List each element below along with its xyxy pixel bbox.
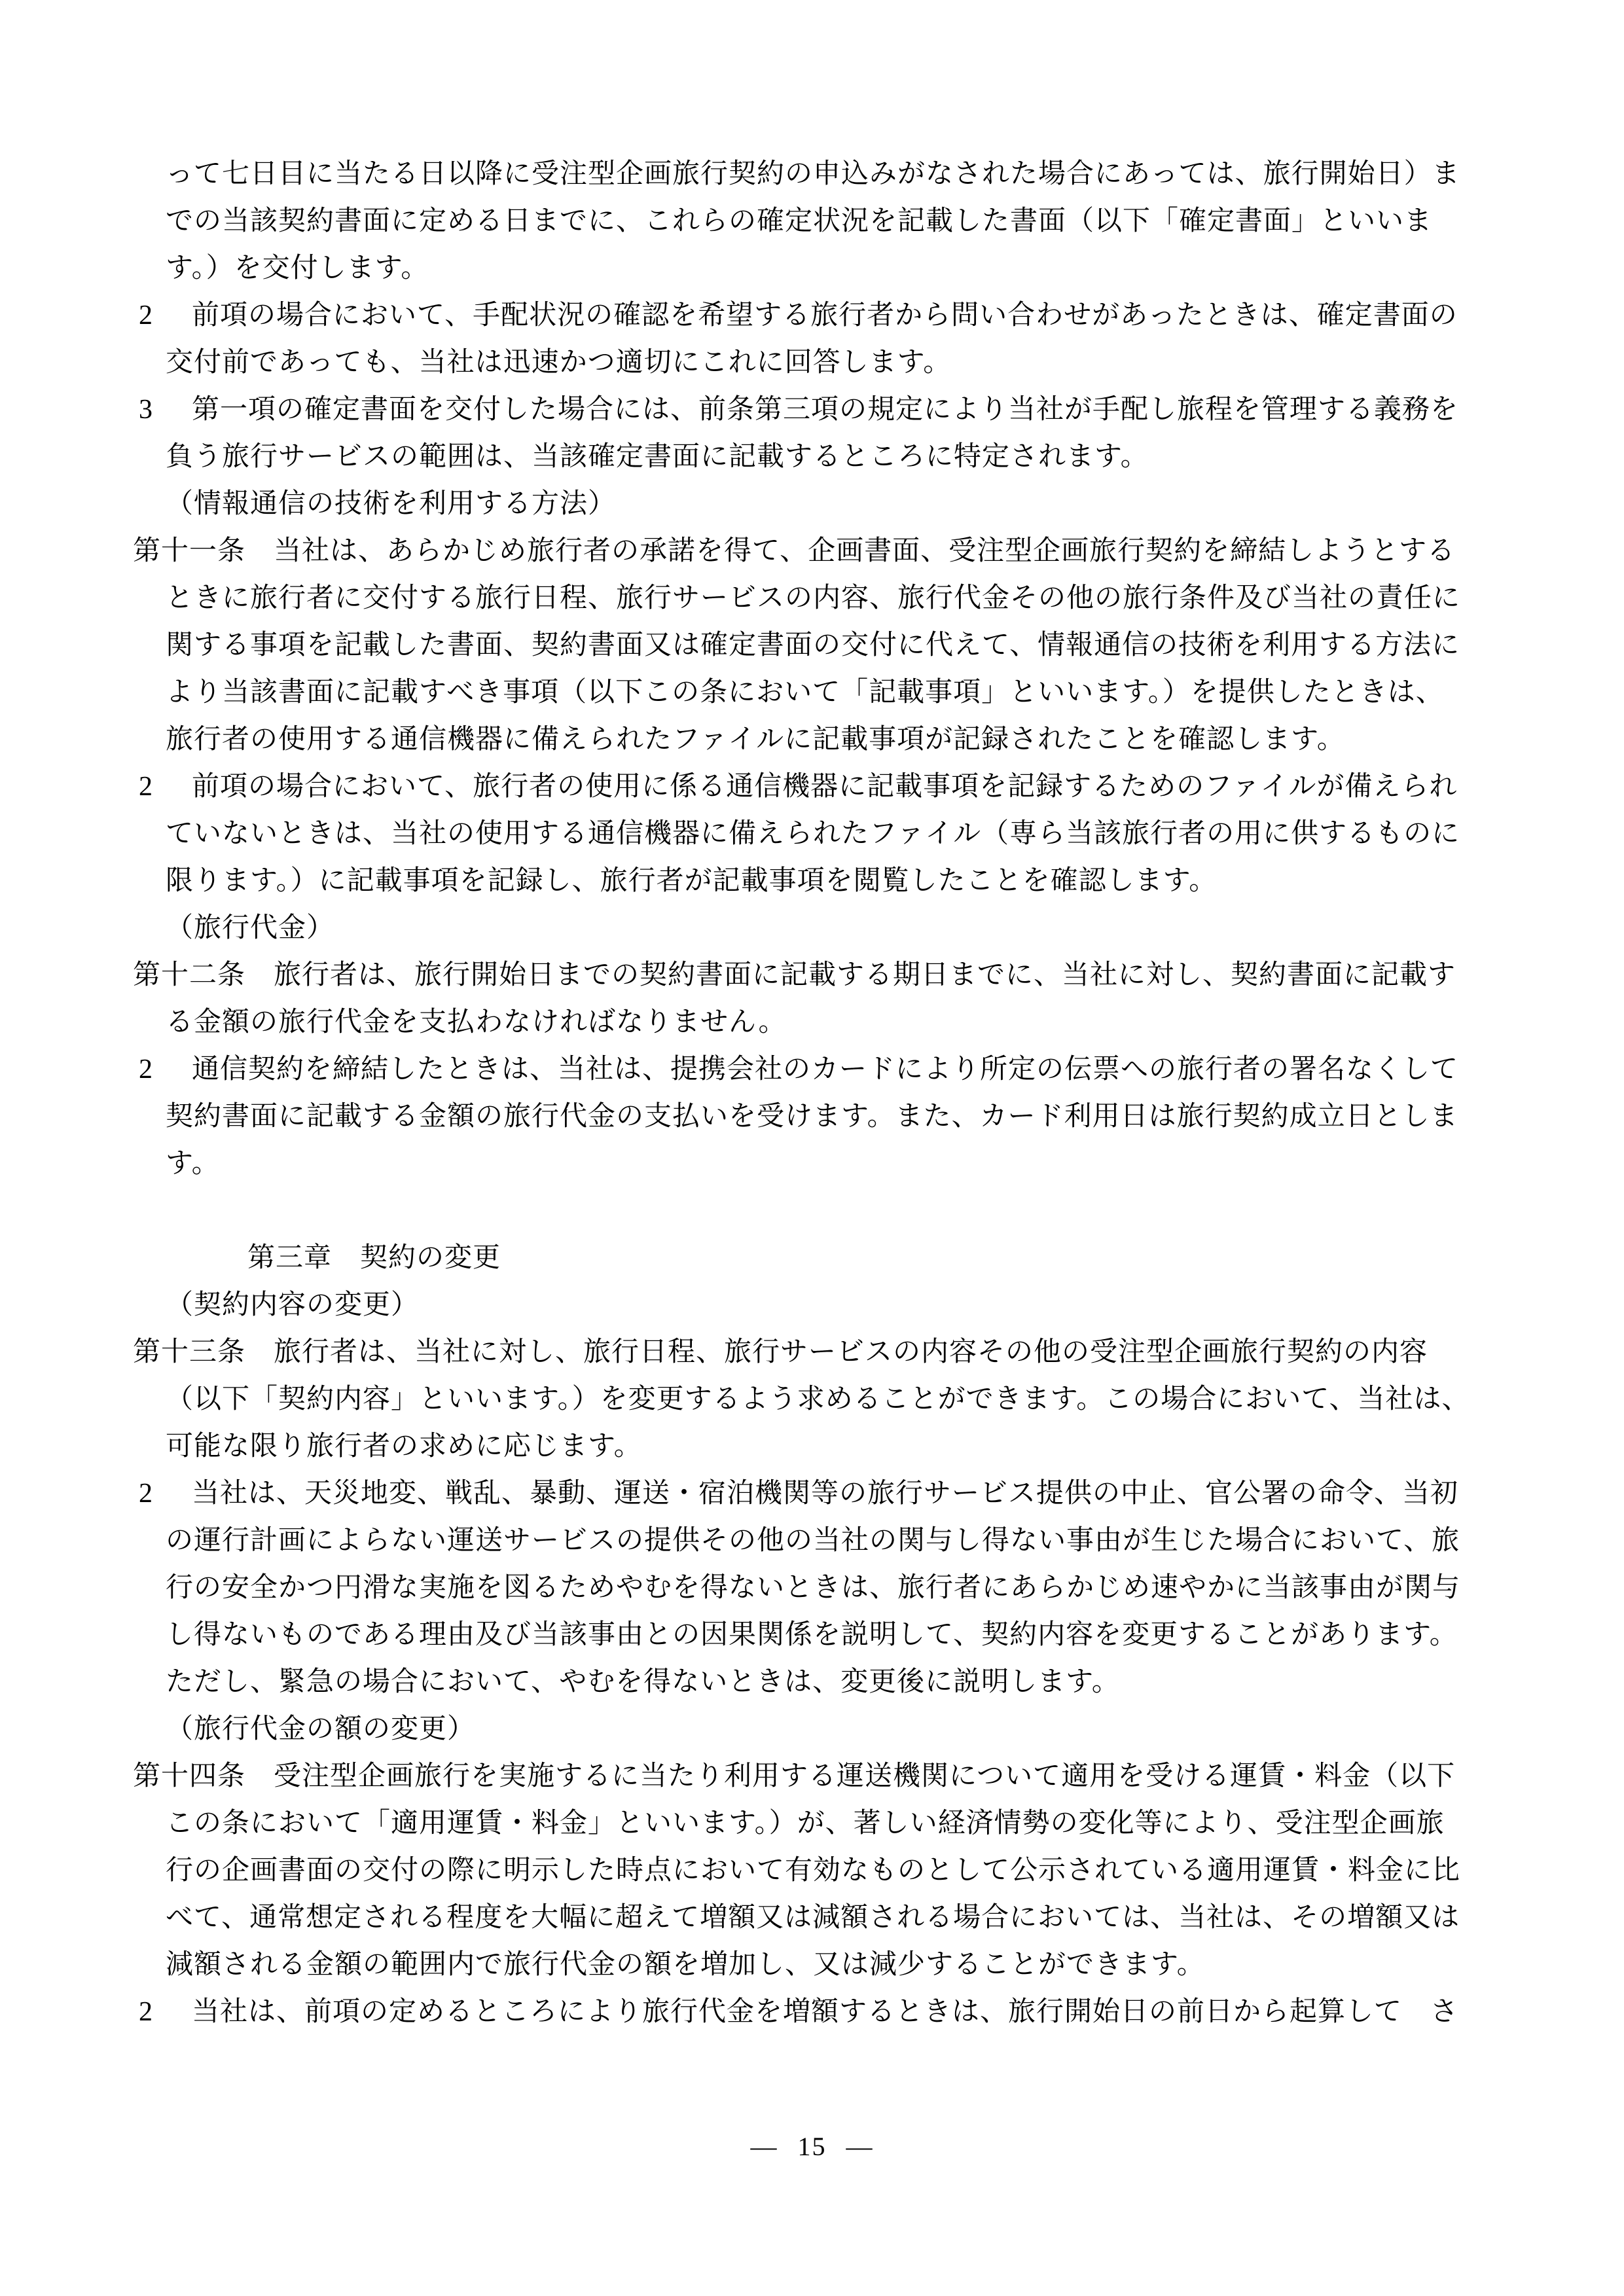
text-line: [0, 1611, 1624, 1659]
paragraph-text: 第一項の確定書面を交付した場合には、前条第三項の規定により当社が手配し旅程を管理する義務を: [192, 395, 1459, 425]
text-line: [0, 716, 1624, 763]
line-text: より当該書面に記載すべき事項（以下この条において「記載事項」といいます。）を提供したときは、: [166, 677, 1444, 708]
paragraph-number: 2: [139, 1054, 153, 1085]
text-line: [0, 198, 1624, 245]
line-text: 限ります。）に記載事項を記録し、旅行者が記載事項を閲覧したことを確認します。: [166, 866, 1218, 896]
line-text: （旅行代金の額の変更）: [166, 1714, 476, 1744]
text-line: [0, 151, 1624, 198]
text-line: [0, 433, 1624, 480]
line-text: での当該契約書面に定める日までに、これらの確定状況を記載した書面（以下「確定書面」といいま: [166, 206, 1433, 236]
text-line: [0, 245, 1624, 292]
line-text: ていないときは、当社の使用する通信機器に備えられたファイル（専ら当該旅行者の用に供するものに: [166, 819, 1460, 849]
line-text: 旅行者の使用する通信機器に備えられたファイルに記載事項が記録されたことを確認します。: [166, 725, 1345, 755]
line-text: この条において「適用運賃・料金」といいます。）が、著しい経済情勢の変化等により、受注型企画旅: [166, 1808, 1445, 1839]
line-text: ときに旅行者に交付する旅行日程、旅行サービスの内容、旅行代金その他の旅行条件及び当社の責任に: [166, 583, 1461, 613]
paragraph-text: 当社は、天災地変、戦乱、暴動、運送・宿泊機関等の旅行サービス提供の中止、官公署の命令、当初: [192, 1479, 1459, 1509]
line-text: す。）を交付します。: [166, 253, 429, 283]
line-text: （以下「契約内容」といいます。）を変更するよう求めることができます。この場合において、当社は、: [166, 1384, 1470, 1414]
line-text: 第十三条 旅行者は、当社に対し、旅行日程、旅行サービスの内容その他の受注型企画旅行契約の内容: [133, 1337, 1428, 1367]
paragraph-number: 2: [139, 772, 153, 802]
line-text: 減額される金額の範囲内で旅行代金の額を増加し、又は減少することができます。: [166, 1950, 1205, 1980]
text-line: [0, 1093, 1624, 1140]
line-text: 交付前であっても、当社は迅速かつ適切にこれに回答します。: [166, 348, 952, 378]
paragraph-number: 2: [139, 300, 153, 331]
line-text: 第十二条 旅行者は、旅行開始日までの契約書面に記載する期日までに、当社に対し、契約書面に記載す: [133, 960, 1456, 990]
text-line: [0, 622, 1624, 669]
numbered-paragraph-line: [0, 1470, 1624, 1517]
text-line: [0, 575, 1624, 622]
article-line: [0, 952, 1624, 999]
line-text: 可能な限り旅行者の求めに応じます。: [166, 1431, 642, 1462]
text-line: [0, 1140, 1624, 1187]
text-line: [0, 999, 1624, 1046]
text-line: [0, 1659, 1624, 1706]
text-line: [0, 1564, 1624, 1611]
paragraph-number: 3: [139, 395, 153, 425]
text-lines: [0, 151, 1624, 2036]
text-line: [0, 1847, 1624, 1894]
text-line: [0, 857, 1624, 905]
text-line: [0, 1800, 1624, 1847]
line-text: す。: [166, 1149, 220, 1179]
line-text: 関する事項を記載した書面、契約書面又は確定書面の交付に代えて、情報通信の技術を利用する方法に: [166, 630, 1460, 660]
text-line: [0, 1894, 1624, 1941]
line-text: の運行計画によらない運送サービスの提供その他の当社の関与し得ない事由が生じた場合において、旅: [166, 1526, 1460, 1556]
text-line: [0, 339, 1624, 386]
line-text: （契約内容の変更）: [166, 1290, 420, 1320]
paragraph-text: 通信契約を締結したときは、当社は、提携会社のカードにより所定の伝票への旅行者の署名なくして: [192, 1054, 1459, 1085]
article-line: [0, 528, 1624, 575]
blank-line: [0, 1187, 1624, 1234]
article-line: [0, 1329, 1624, 1376]
paragraph-text: 当社は、前項の定めるところにより旅行代金を増額するときは、旅行開始日の前日から起算して さ: [192, 1997, 1459, 2027]
text-line: [0, 1423, 1624, 1470]
line-text: 契約書面に記載する金額の旅行代金の支払いを受けます。また、カード利用日は旅行契約成立日としま: [166, 1102, 1458, 1132]
line-text: ただし、緊急の場合において、やむを得ないときは、変更後に説明します。: [166, 1667, 1120, 1697]
numbered-paragraph-line: [0, 386, 1624, 433]
numbered-paragraph-line: [0, 1988, 1624, 2036]
line-text: る金額の旅行代金を支払わなければなりません。: [166, 1007, 787, 1037]
text-line: [0, 810, 1624, 857]
text-line: [0, 1706, 1624, 1753]
text-line: [0, 905, 1624, 952]
page-number: ― 15 ―: [750, 2132, 874, 2161]
line-text: 行の企画書面の交付の際に明示した時点において有効なものとして公示されている適用運賃・料金に比: [166, 1856, 1461, 1886]
text-line: [0, 1376, 1624, 1423]
line-text: べて、通常想定される程度を大幅に超えて増額又は減額される場合においては、当社は、その増額又は: [166, 1903, 1460, 1933]
text-line: [0, 1517, 1624, 1564]
numbered-paragraph-line: [0, 1046, 1624, 1093]
text-line: [0, 669, 1624, 716]
numbered-paragraph-line: [0, 763, 1624, 810]
line-text: って七日目に当たる日以降に受注型企画旅行契約の申込みがなされた場合にあっては、旅行開始日）ま: [166, 159, 1460, 189]
line-text: し得ないものである理由及び当該事由との因果関係を説明して、契約内容を変更することがあります。: [166, 1620, 1458, 1650]
line-text: 第三章 契約の変更: [247, 1243, 501, 1273]
line-text: 第十一条 当社は、あらかじめ旅行者の承諾を得て、企画書面、受注型企画旅行契約を締結しようとする: [133, 536, 1456, 566]
text-line: [0, 1941, 1624, 1988]
numbered-paragraph-line: [0, 292, 1624, 339]
paragraph-text: 前項の場合において、旅行者の使用に係る通信機器に記載事項を記録するためのファイルが備えられ: [192, 772, 1458, 802]
line-text: （旅行代金）: [166, 913, 335, 943]
paragraph-number: 2: [139, 1997, 153, 2027]
chapter-heading: [0, 1234, 1624, 1282]
line-text: 負う旅行サービスの範囲は、当該確定書面に記載するところに特定されます。: [166, 442, 1149, 472]
text-line: [0, 480, 1624, 528]
paragraph-number: 2: [139, 1479, 153, 1509]
paragraph-text: 前項の場合において、手配状況の確認を希望する旅行者から問い合わせがあったときは、確定書面の: [192, 300, 1458, 331]
article-line: [0, 1753, 1624, 1800]
text-line: [0, 1282, 1624, 1329]
line-text: （情報通信の技術を利用する方法）: [166, 489, 617, 519]
line-text: 行の安全かつ円滑な実施を図るためやむを得ないときは、旅行者にあらかじめ速やかに当該事由が関与: [166, 1573, 1461, 1603]
line-text: 第十四条 受注型企画旅行を実施するに当たり利用する運送機関について適用を受ける運賃・料金（以下: [133, 1761, 1456, 1791]
